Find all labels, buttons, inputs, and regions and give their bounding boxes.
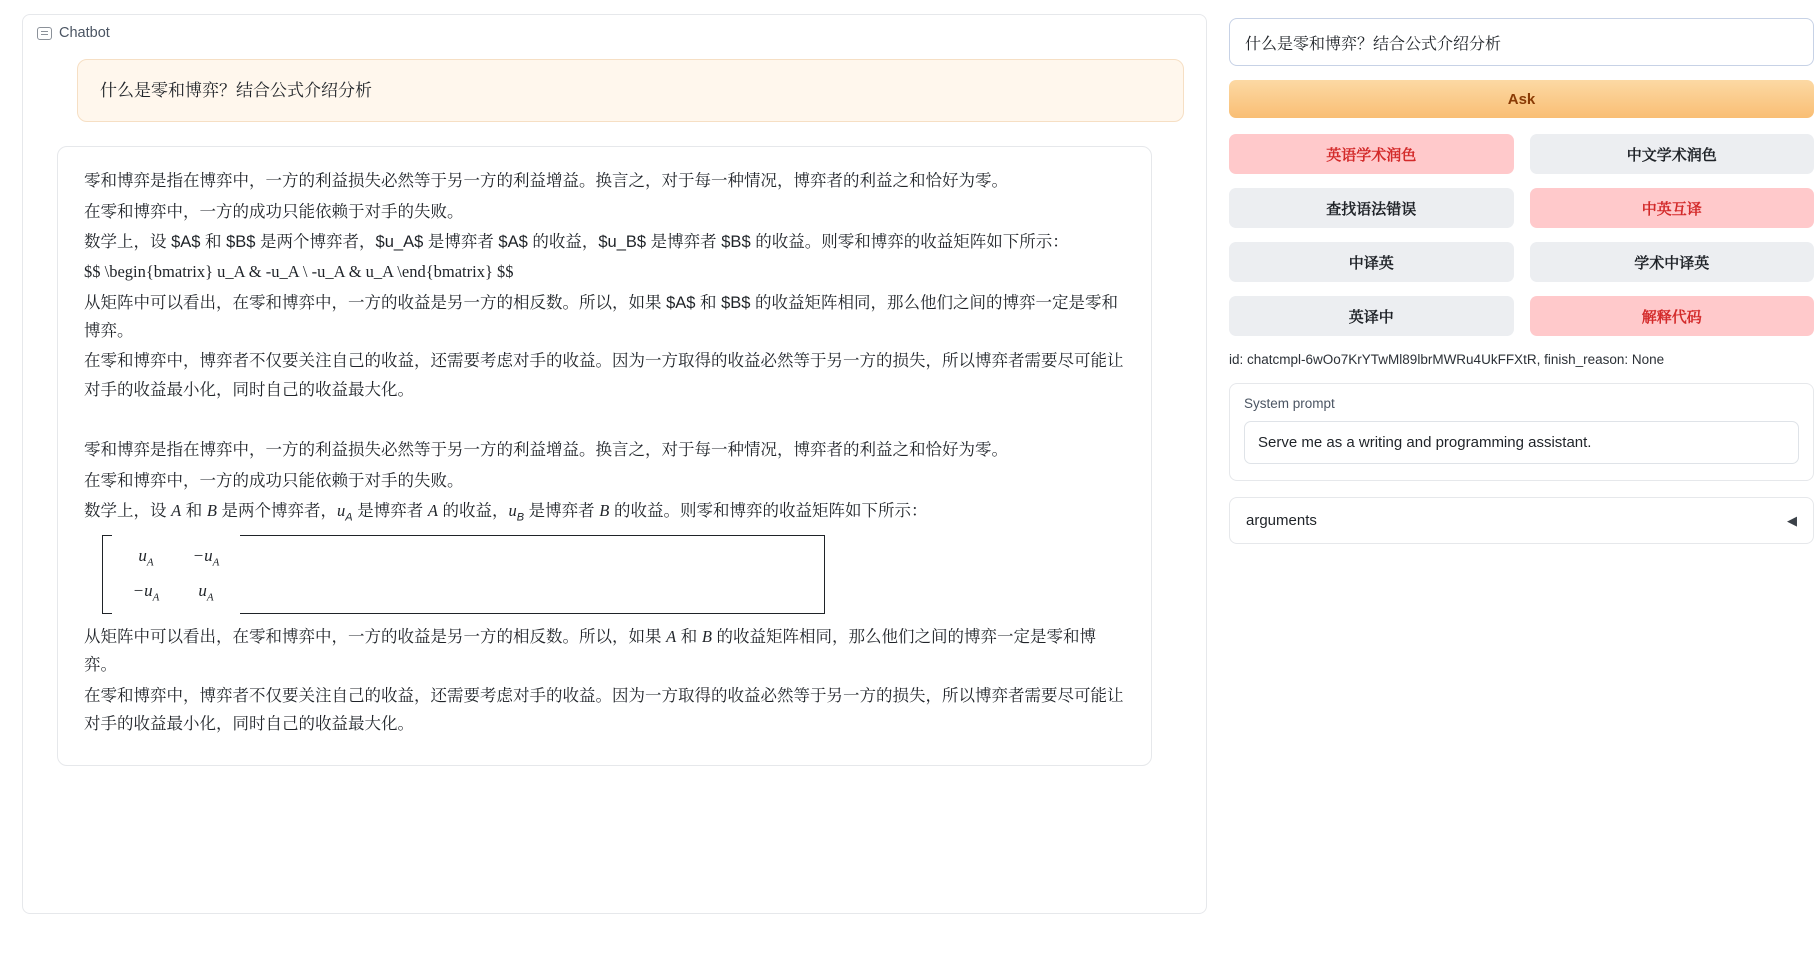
bot-rendered-paragraph-6: 在零和博弈中，博弈者不仅要关注自己的收益，还需要考虑对手的收益。因为一方取得的收益必然等于另一方的损失，所以博弈者需要尽可能让对手的收益最小化，同时自己的收益最大化。	[84, 686, 1124, 734]
bot-raw-paragraph-2: 在零和博弈中，一方的成功只能依赖于对手的失败。	[84, 202, 464, 221]
user-message-text: 什么是零和博弈？结合公式介绍分析	[100, 81, 372, 100]
function-button-english-polish[interactable]: 英语学术润色	[1229, 134, 1514, 174]
function-button-academic-cn-to-en[interactable]: 学术中译英	[1530, 242, 1814, 282]
math-var-a: A	[427, 500, 438, 520]
math-var-b: B	[206, 500, 217, 520]
math-text-run: 是博弈者	[524, 501, 600, 520]
math-var-a: A	[666, 627, 677, 647]
matrix-cell-0-1: $-u_A$	[192, 546, 220, 569]
chat-column	[22, 14, 1207, 961]
math-var-b: B	[599, 500, 610, 520]
bot-message-bubble	[57, 146, 1152, 765]
bot-raw-paragraph-3: 数学上，设 $A$ 和 $B$ 是两个博弈者，$u_A$ 是博弈者 $A$ 的收益，$u_B$ 是博弈者 $B$ 的收益。则零和博弈的收益矩阵如下所示：	[84, 232, 1069, 251]
math-text-run: 的收益。则零和博弈的收益矩阵如下所示：	[609, 501, 928, 520]
math-sub-a: A	[345, 511, 353, 524]
bot-rendered-paragraph-3	[84, 497, 1125, 527]
matrix-bracket-left	[102, 535, 112, 614]
function-button-grid	[1229, 134, 1814, 336]
chat-scroll-area[interactable]	[23, 47, 1206, 766]
math-var-a: A	[171, 500, 182, 520]
math-text-run: 从矩阵中可以看出，在零和博弈中，一方的收益是另一方的相反数。所以，如果	[84, 628, 667, 647]
matrix-cell-1-0: $-u_A$	[132, 581, 160, 604]
math-var-ua: u	[337, 500, 346, 520]
bot-rendered-paragraph-1: 零和博弈是指在博弈中，一方的利益损失必然等于另一方的利益增益。换言之，对于每一种情况，博弈者的利益之和恰好为零。	[84, 441, 1008, 460]
function-button-chinese-polish[interactable]: 中文学术润色	[1530, 134, 1814, 174]
bot-rendered-paragraph-2: 在零和博弈中，一方的成功只能依赖于对手的失败。	[84, 471, 464, 490]
arguments-accordion-label: arguments	[1246, 512, 1317, 529]
math-text-run: 是博弈者	[352, 501, 428, 520]
system-prompt-label: System prompt	[1244, 396, 1335, 411]
system-prompt-input[interactable]	[1244, 421, 1799, 464]
arguments-accordion[interactable]	[1229, 497, 1814, 544]
math-text-run: 的收益矩阵相同，那么他们之间的博弈一定是零和博弈。	[84, 628, 1097, 675]
chatbot-title: Chatbot	[59, 25, 110, 41]
bot-raw-paragraph-1: 零和博弈是指在博弈中，一方的利益损失必然等于另一方的利益增益。换言之，对于每一种情况，博弈者的利益之和恰好为零。	[84, 172, 1008, 191]
ask-button[interactable]: Ask	[1229, 80, 1814, 118]
response-meta: id: chatcmpl-6wOo7KrYTwMl89lbrMWRu4UkFFXtR, finish_reason: None	[1229, 352, 1665, 367]
function-button-cn-en-translate[interactable]: 中英互译	[1530, 188, 1814, 228]
payoff-matrix	[102, 535, 825, 614]
bot-raw-latex-block: $$ \begin{bmatrix} u_A & -u_A \ -u_A & u_A \end{bmatrix} $$	[84, 262, 514, 282]
math-text-run: 的收益，	[437, 501, 509, 520]
math-var-ub: u	[508, 500, 517, 520]
matrix-cell-1-1: $u_A$	[198, 581, 214, 604]
control-column	[1229, 14, 1814, 961]
bot-raw-paragraph-5: 从矩阵中可以看出，在零和博弈中，一方的收益是另一方的相反数。所以，如果 $A$ 和 $B$ 的收益矩阵相同，那么他们之间的博弈一定是零和博弈。	[84, 293, 1119, 341]
chatbot-panel	[22, 14, 1207, 914]
system-prompt-card	[1229, 383, 1814, 481]
function-button-en-to-cn[interactable]: 英译中	[1229, 296, 1514, 336]
paragraph-spacer	[84, 406, 1125, 436]
math-text-run: 数学上，设	[84, 501, 172, 520]
matrix-grid	[112, 535, 240, 614]
user-message-bubble	[77, 59, 1184, 122]
bot-rendered-paragraph-5	[84, 623, 1125, 680]
math-text-run: 是两个博弈者，	[216, 501, 338, 520]
query-input[interactable]	[1229, 18, 1814, 66]
chevron-left-icon: ◀	[1787, 512, 1797, 528]
math-text-run: 和	[181, 501, 207, 520]
chat-icon	[37, 27, 52, 40]
chatbot-header	[23, 15, 1206, 47]
function-button-explain-code[interactable]: 解释代码	[1530, 296, 1814, 336]
bot-raw-paragraph-6: 在零和博弈中，博弈者不仅要关注自己的收益，还需要考虑对手的收益。因为一方取得的收益必然等于另一方的损失，所以博弈者需要尽可能让对手的收益最小化，同时自己的收益最大化。	[84, 352, 1124, 399]
matrix-cell-0-0: $u_A$	[138, 546, 154, 569]
function-button-cn-to-en[interactable]: 中译英	[1229, 242, 1514, 282]
math-var-b: B	[701, 627, 712, 647]
function-button-grammar-check[interactable]: 查找语法错误	[1229, 188, 1514, 228]
math-text-run: 和	[676, 628, 702, 647]
matrix-bracket-right	[240, 535, 825, 614]
math-sub-b: B	[516, 511, 525, 524]
